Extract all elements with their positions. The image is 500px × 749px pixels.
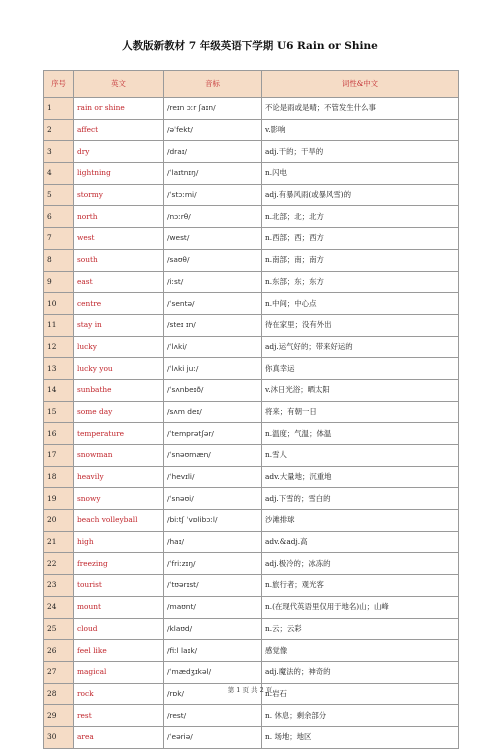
row-meaning: adj.干的；干旱的: [262, 141, 459, 163]
row-phonetic: /reɪn ɔːr ʃaɪn/: [164, 98, 262, 120]
row-word: cloud: [74, 618, 164, 640]
row-meaning: adj.运气好的；带来好运的: [262, 336, 459, 358]
row-number: 27: [44, 661, 74, 683]
table-row: [44, 510, 459, 532]
row-number: 11: [44, 314, 74, 336]
row-number: 28: [44, 683, 74, 705]
row-word: mount: [74, 596, 164, 618]
row-phonetic: /əˈfekt/: [164, 119, 262, 141]
table-row: [44, 401, 459, 423]
row-phonetic: /ˈtemprətʃər/: [164, 423, 262, 445]
row-number: 25: [44, 618, 74, 640]
table-row: [44, 618, 459, 640]
row-word: lightning: [74, 163, 164, 185]
table-row: [44, 358, 459, 380]
table-row: [44, 379, 459, 401]
row-word: affect: [74, 119, 164, 141]
row-meaning: n. 休息；剩余部分: [262, 705, 459, 727]
row-meaning: adj.极冷的；冰冻的: [262, 553, 459, 575]
table-row: [44, 596, 459, 618]
row-phonetic: /ˈlʌki juː/: [164, 358, 262, 380]
row-word: some day: [74, 401, 164, 423]
page-footer: 第 1 页 共 2 页: [227, 686, 273, 694]
table-row: [44, 640, 459, 662]
row-number: 13: [44, 358, 74, 380]
row-number: 7: [44, 228, 74, 250]
row-number: 16: [44, 423, 74, 445]
row-meaning: 感觉像: [262, 640, 459, 662]
row-meaning: adj.下雪的；雪白的: [262, 488, 459, 510]
row-meaning: n.旅行者；观光客: [262, 575, 459, 597]
row-word: beach volleyball: [74, 510, 164, 532]
table-row: [44, 228, 459, 250]
document-title: 人教版新教材 7 年级英语下学期 U6 Rain or Shine: [122, 40, 378, 52]
row-phonetic: /ˈeəriə/: [164, 726, 262, 748]
row-word: south: [74, 249, 164, 271]
row-number: 5: [44, 184, 74, 206]
table-row: [44, 488, 459, 510]
row-number: 19: [44, 488, 74, 510]
row-number: 20: [44, 510, 74, 532]
row-number: 21: [44, 531, 74, 553]
row-meaning: n.南部；南；南方: [262, 249, 459, 271]
row-phonetic: /ˈfriːzɪŋ/: [164, 553, 262, 575]
row-meaning: v.沐日光浴；晒太阳: [262, 379, 459, 401]
row-word: magical: [74, 661, 164, 683]
header-word: 英文: [74, 71, 164, 98]
row-phonetic: /maʊnt/: [164, 596, 262, 618]
table-row: [44, 423, 459, 445]
row-number: 6: [44, 206, 74, 228]
table-row: [44, 336, 459, 358]
row-number: 4: [44, 163, 74, 185]
row-meaning: n.(在现代英语里仅用于地名)山；山峰: [262, 596, 459, 618]
row-number: 24: [44, 596, 74, 618]
row-phonetic: /saʊθ/: [164, 249, 262, 271]
row-phonetic: /nɔːrθ/: [164, 206, 262, 228]
row-phonetic: /rɒk/: [164, 683, 262, 705]
row-word: rest: [74, 705, 164, 727]
row-phonetic: /ˈlaɪtnɪŋ/: [164, 163, 262, 185]
row-meaning: 不论是雨或是晴；不管发生什么事: [262, 98, 459, 120]
table-row: [44, 466, 459, 488]
row-meaning: n.西部；西；西方: [262, 228, 459, 250]
row-word: tourist: [74, 575, 164, 597]
row-word: centre: [74, 293, 164, 315]
row-word: high: [74, 531, 164, 553]
row-number: 2: [44, 119, 74, 141]
row-word: stormy: [74, 184, 164, 206]
row-meaning: v.影响: [262, 119, 459, 141]
row-word: lucky: [74, 336, 164, 358]
row-meaning: 将来；有朝一日: [262, 401, 459, 423]
row-number: 23: [44, 575, 74, 597]
row-word: stay in: [74, 314, 164, 336]
row-number: 17: [44, 445, 74, 467]
table-row: [44, 163, 459, 185]
row-phonetic: /west/: [164, 228, 262, 250]
table-row: [44, 206, 459, 228]
row-meaning: n.东部；东；东方: [262, 271, 459, 293]
row-phonetic: /steɪ ɪn/: [164, 314, 262, 336]
row-word: west: [74, 228, 164, 250]
row-phonetic: /biːtʃ ˈvɒlibɔːl/: [164, 510, 262, 532]
table-body: [44, 98, 459, 749]
row-meaning: n.雪人: [262, 445, 459, 467]
row-phonetic: /ˈlʌki/: [164, 336, 262, 358]
row-phonetic: /ˈmædʒɪkəl/: [164, 661, 262, 683]
row-meaning: adj.有暴风雨(或暴风雪)的: [262, 184, 459, 206]
row-phonetic: /ˈsentə/: [164, 293, 262, 315]
table-row: [44, 119, 459, 141]
row-word: rain or shine: [74, 98, 164, 120]
table-row: [44, 705, 459, 727]
table-row: [44, 314, 459, 336]
row-meaning: adv.&adj.高: [262, 531, 459, 553]
row-phonetic: /ˈstɔːmi/: [164, 184, 262, 206]
row-meaning: n.闪电: [262, 163, 459, 185]
row-word: lucky you: [74, 358, 164, 380]
table-row: [44, 445, 459, 467]
row-phonetic: /ˈtʊərɪst/: [164, 575, 262, 597]
table-row: [44, 726, 459, 748]
row-word: area: [74, 726, 164, 748]
row-meaning: n. 场地；地区: [262, 726, 459, 748]
table-header-row: [44, 71, 459, 98]
table-row: [44, 575, 459, 597]
table-row: [44, 249, 459, 271]
row-word: sunbathe: [74, 379, 164, 401]
row-meaning: 沙滩排球: [262, 510, 459, 532]
table-row: [44, 184, 459, 206]
row-word: heavily: [74, 466, 164, 488]
row-word: dry: [74, 141, 164, 163]
row-word: north: [74, 206, 164, 228]
row-phonetic: /draɪ/: [164, 141, 262, 163]
table-row: [44, 98, 459, 120]
row-number: 30: [44, 726, 74, 748]
row-phonetic: /fiːl laɪk/: [164, 640, 262, 662]
row-meaning: 待在家里；没有外出: [262, 314, 459, 336]
row-word: rock: [74, 683, 164, 705]
row-meaning: n.温度；气温；体温: [262, 423, 459, 445]
row-phonetic: /klaʊd/: [164, 618, 262, 640]
row-word: snowy: [74, 488, 164, 510]
row-number: 18: [44, 466, 74, 488]
table-row: [44, 531, 459, 553]
row-number: 8: [44, 249, 74, 271]
row-meaning: n.岩石: [262, 683, 459, 705]
row-word: snowman: [74, 445, 164, 467]
row-meaning: n.云；云彩: [262, 618, 459, 640]
vocabulary-table: [43, 70, 459, 749]
row-meaning: 你真幸运: [262, 358, 459, 380]
row-phonetic: /iːst/: [164, 271, 262, 293]
row-number: 10: [44, 293, 74, 315]
table-row: [44, 293, 459, 315]
row-meaning: adj.魔法的；神奇的: [262, 661, 459, 683]
row-phonetic: /sʌm deɪ/: [164, 401, 262, 423]
row-meaning: n.中间；中心点: [262, 293, 459, 315]
row-number: 14: [44, 379, 74, 401]
row-phonetic: /ˈhevɪli/: [164, 466, 262, 488]
row-phonetic: /ˈsnəʊmæn/: [164, 445, 262, 467]
header-meaning: 词性&中文: [262, 71, 459, 98]
row-word: temperature: [74, 423, 164, 445]
table-row: [44, 661, 459, 683]
row-phonetic: /rest/: [164, 705, 262, 727]
row-number: 1: [44, 98, 74, 120]
row-phonetic: /ˈsʌnbeɪð/: [164, 379, 262, 401]
row-meaning: adv.大量地；沉重地: [262, 466, 459, 488]
row-number: 29: [44, 705, 74, 727]
table-row: [44, 271, 459, 293]
header-phonetic: 音标: [164, 71, 262, 98]
row-number: 9: [44, 271, 74, 293]
row-meaning: n.北部；北；北方: [262, 206, 459, 228]
row-number: 15: [44, 401, 74, 423]
row-number: 3: [44, 141, 74, 163]
row-number: 22: [44, 553, 74, 575]
row-number: 12: [44, 336, 74, 358]
row-phonetic: /haɪ/: [164, 531, 262, 553]
table-row: [44, 553, 459, 575]
row-phonetic: /ˈsnəʊi/: [164, 488, 262, 510]
header-num: 序号: [44, 71, 74, 98]
row-word: feel like: [74, 640, 164, 662]
row-word: east: [74, 271, 164, 293]
row-word: freezing: [74, 553, 164, 575]
table-row: [44, 141, 459, 163]
row-number: 26: [44, 640, 74, 662]
